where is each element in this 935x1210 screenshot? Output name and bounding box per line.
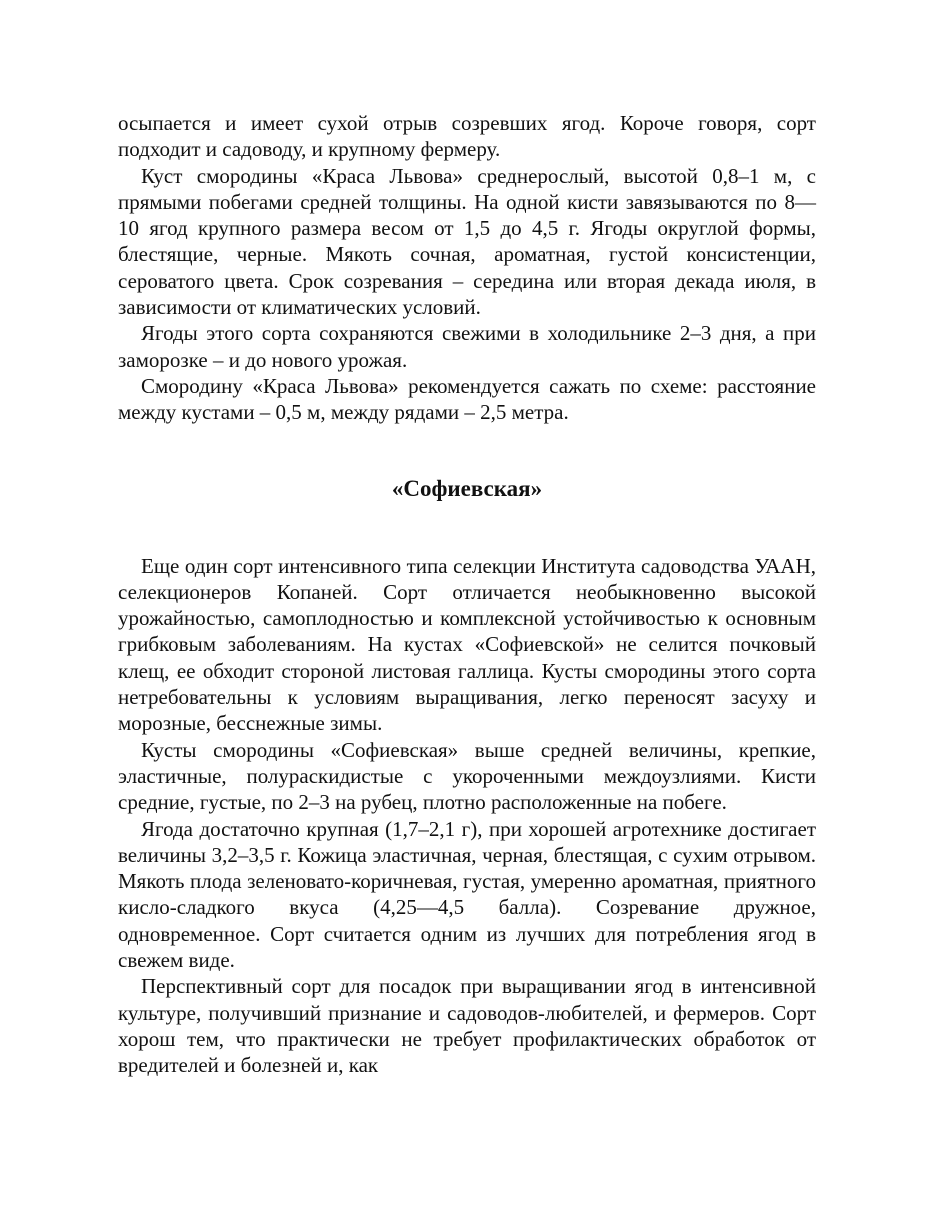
paragraph-prospects: Перспективный сорт для посадок при выращивании ягод в интенсивной культуре, получивший признание и садоводов-любителей, и фермеров. Сорт хорош тем, что практически не требует профилактических обработок от вредителей и болезней и, как (118, 974, 816, 1078)
section-heading: «Софиевская» (391, 475, 543, 501)
paragraph-planting-scheme: Смородину «Краса Львова» рекомендуется сажать по схеме: расстояние между кустами – 0,5 м, между рядами – 2,5 метра. (118, 373, 816, 425)
paragraph-storage: Ягоды этого сорта сохраняются свежими в холодильнике 2–3 дня, а при заморозке – и до нового урожая. (118, 321, 816, 372)
paragraph-bush-shape: Кусты смородины «Софиевская» выше средней величины, крепкие, эластичные, полураскидистые с укороченными междоузлиями. Кисти средние, густые, по 2–3 на рубец, плотно расположенные на побеге. (118, 737, 816, 815)
paragraph-variety-intro: Еще один сорт интенсивного типа селекции Института садоводства УААН, селекционеров Копаней. Сорт отличается необыкновенно высокой урожайностью, самоплодностью и комплексной устойчивостью к основным грибковым заболеваниям. На кустах «Софиевской» не селится почковый клещ, ее обходит стороной листовая галлица. Кусты смородины этого сорта нетребовательны к условиям выращивания, легко переносят засуху и морозные, бесснежные зимы. (118, 553, 816, 736)
paragraph-berry-description: Ягода достаточно крупная (1,7–2,1 г), при хорошей агротехнике достигает величины 3,2–3,5 г. Кожица эластичная, черная, блестящая, с сухим отрывом. Мякоть плода зеленовато-коричневая, густая, умеренно ароматная, приятного кисло-сладкого вкуса (4,25—4,5 балла). Созревание дружное, одновременное. Сорт считается одним из лучших для потребления ягод в свежем виде. (118, 816, 816, 973)
document-page (118, 110, 816, 1079)
paragraph-continuation: осыпается и имеет сухой отрыв созревших ягод. Короче говоря, сорт подходит и садоводу, и крупному фермеру. (118, 111, 816, 162)
paragraph-bush-description: Куст смородины «Краса Львова» среднерослый, высотой 0,8–1 м, с прямыми побегами средней толщины. На одной кисти завязываются по 8—10 ягод крупного размера весом от 1,5 до 4,5 г. Ягоды округлой формы, блестящие, черные. Мякоть сочная, ароматная, густой консистенции, сероватого цвета. Срок созревания – середина или вторая декада июля, в зависимости от климатических условий. (118, 163, 816, 320)
spacer (118, 503, 816, 553)
spacer (118, 426, 816, 475)
